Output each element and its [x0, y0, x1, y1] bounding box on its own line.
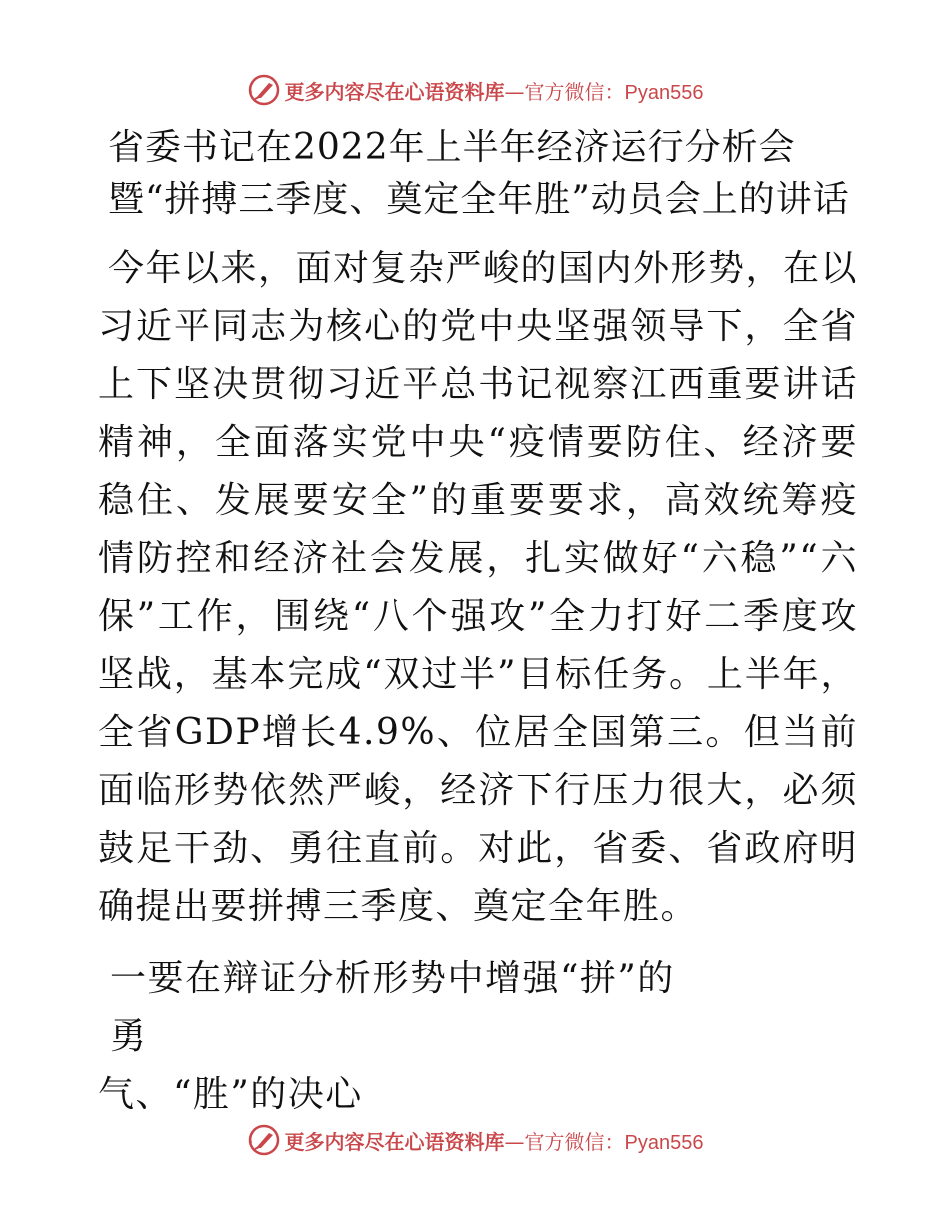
- section-heading: [98, 950, 710, 1124]
- watermark-official-label: 官方微信：: [524, 1129, 625, 1154]
- footer-watermark: [0, 1120, 950, 1160]
- watermark-text: [285, 76, 704, 105]
- watermark-wechat-id: Pyan556: [624, 1131, 704, 1154]
- body-paragraph: 今年以来，面对复杂严峻的国内外形势，在以习近平同志为核心的党中央坚强领导下，全省上下坚决贯彻习近平总书记视察江西重要讲话精神，全面落实党中央“疫情要防住、经济要稳住、发展要安全”的重要要求，高效统筹疫情防控和经济社会发展，扎实做好“六稳”“六保”工作，围绕“八个强攻”全力打好二季度攻坚战，基本完成“双过半”目标任务。上半年，全省GDP增长4.9%、位居全国第三。但当前面临形势依然严峻，经济下行压力很大，必须鼓足干劲、勇往直前。对此，省委、省政府明确提出要拼搏三季度、奠定全年胜。: [98, 248, 859, 927]
- document-body: [98, 122, 858, 1124]
- document-title: 省委书记在2022年上半年经济运行分析会暨“拼搏三季度、奠定全年胜”动员会上的讲话: [108, 127, 850, 220]
- watermark-wechat-id: Pyan556: [624, 81, 704, 104]
- section-heading-line-1: 一要在辩证分析形势中增强“拼”的勇: [110, 958, 675, 1057]
- watermark-official-label: 官方微信：: [524, 79, 625, 104]
- watermark-main-text: 更多内容尽在心语资料库: [284, 1129, 505, 1154]
- watermark-dash: —: [504, 79, 525, 104]
- section-heading-line-2: 气、“胜”的决心: [98, 1074, 363, 1115]
- watermark-main-text: 更多内容尽在心语资料库: [284, 79, 505, 104]
- quill-logo-icon: [247, 1123, 281, 1157]
- header-watermark: [0, 70, 950, 110]
- quill-logo-icon: [247, 73, 281, 107]
- watermark-dash: —: [504, 1129, 525, 1154]
- watermark-text: [285, 1126, 704, 1155]
